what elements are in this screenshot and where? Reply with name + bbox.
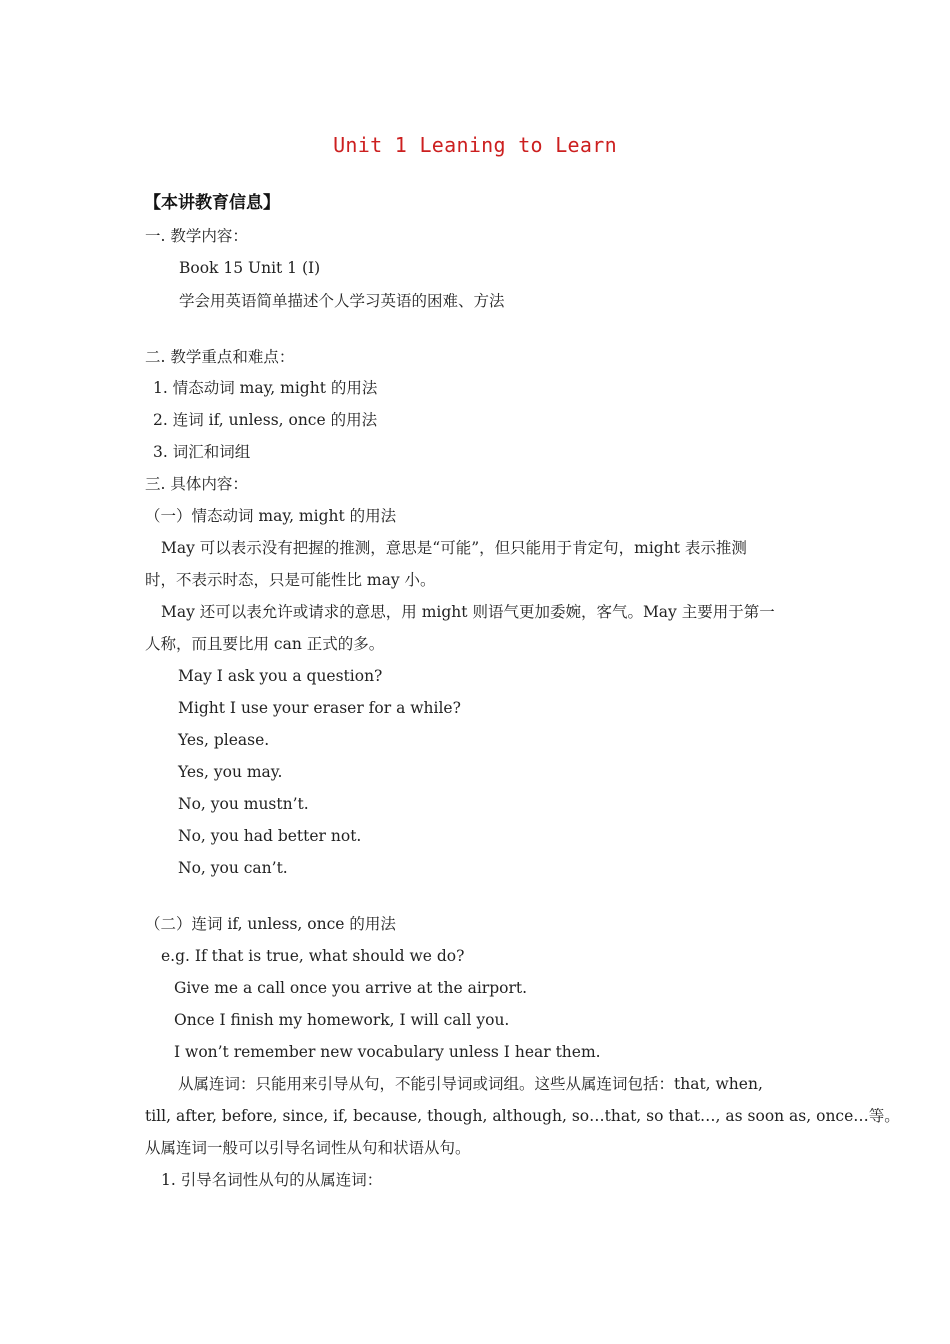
section-1-heading: 一. 教学内容： (145, 227, 248, 245)
conjunction-paragraph-line-3: 从属连词一般可以引导名词性从句和状语从句。 (145, 1139, 471, 1157)
book-reference: Book 15 Unit 1 (I) (179, 259, 321, 277)
key-point-3: 3. 词汇和词组 (153, 443, 251, 461)
example-eg: e.g. If that is true, what should we do? (161, 947, 465, 965)
paragraph-2-line-2: 人称，而且要比用 can 正式的多。 (145, 635, 385, 653)
example-sentence: Once I finish my homework, I will call you. (174, 1011, 510, 1029)
section-3-heading: 三. 具体内容： (145, 475, 248, 493)
paragraph-1-line-1: May 可以表示没有把握的推测，意思是“可能”，但只能用于肯定句，might 表示推测 (161, 539, 747, 557)
paragraph-2-line-1: May 还可以表允许或请求的意思，用 might 则语气更加委婉，客气。May 主要用于第一 (161, 603, 775, 621)
document-title: Unit 1 Leaning to Learn (333, 133, 617, 157)
part-1-heading: （一）情态动词 may, might 的用法 (145, 507, 397, 525)
noun-clause-item-1: 1. 引导名词性从句的从属连词： (161, 1171, 383, 1189)
key-point-2: 2. 连词 if, unless, once 的用法 (153, 411, 378, 429)
paragraph-1-line-2: 时，不表示时态，只是可能性比 may 小。 (145, 571, 436, 589)
section-2-heading: 二. 教学重点和难点： (145, 348, 295, 366)
example-sentence: Yes, please. (178, 731, 270, 749)
example-sentence: No, you can’t. (178, 859, 288, 877)
example-sentence: Give me a call once you arrive at the airport. (174, 979, 528, 997)
learning-goal: 学会用英语简单描述个人学习英语的困难、方法 (179, 292, 505, 310)
example-sentence: No, you mustn’t. (178, 795, 309, 813)
example-sentence: No, you had better not. (178, 827, 362, 845)
part-2-heading: （二）连词 if, unless, once 的用法 (145, 915, 396, 933)
conjunction-paragraph-line-2: till, after, before, since, if, because, though, although, so…that, so that…, as soon as, once…等。 (145, 1107, 900, 1125)
example-sentence: Might I use your eraser for a while? (178, 699, 461, 717)
example-sentence: Yes, you may. (178, 763, 283, 781)
key-point-1: 1. 情态动词 may, might 的用法 (153, 379, 378, 397)
example-sentence: May I ask you a question? (178, 667, 383, 685)
info-header: 【本讲教育信息】 (144, 193, 280, 213)
conjunction-paragraph-line-1: 从属连词：只能用来引导从句，不能引导词或词组。这些从属连词包括：that, when, (178, 1075, 763, 1093)
example-sentence: I won’t remember new vocabulary unless I hear them. (174, 1043, 601, 1061)
